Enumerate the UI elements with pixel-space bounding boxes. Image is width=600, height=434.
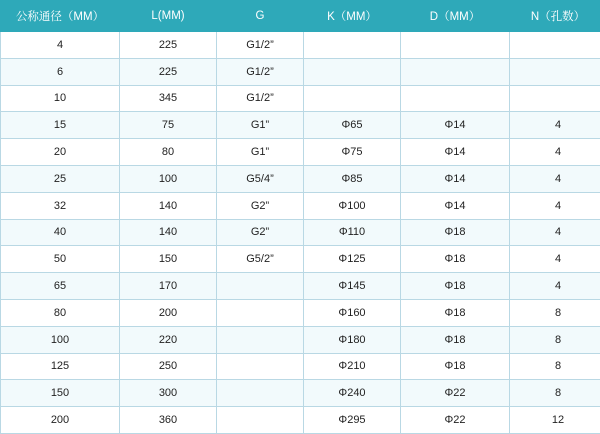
cell-l: 200 — [120, 299, 217, 326]
cell-d: Φ18 — [401, 326, 510, 353]
table-row — [1, 407, 600, 434]
table-row — [1, 380, 600, 407]
cell-k: Φ240 — [304, 380, 401, 407]
cell-l: 100 — [120, 165, 217, 192]
cell-nominal-diameter: 10 — [1, 85, 120, 112]
cell-d: Φ18 — [401, 353, 510, 380]
cell-k: Φ145 — [304, 273, 401, 300]
cell-l: 225 — [120, 58, 217, 85]
cell-g: G5/4” — [217, 165, 304, 192]
cell-l: 300 — [120, 380, 217, 407]
cell-k: Φ125 — [304, 246, 401, 273]
cell-n — [510, 58, 600, 85]
cell-nominal-diameter: 65 — [1, 273, 120, 300]
cell-nominal-diameter: 200 — [1, 407, 120, 434]
cell-nominal-diameter: 25 — [1, 165, 120, 192]
cell-n: 8 — [510, 299, 600, 326]
cell-n: 8 — [510, 380, 600, 407]
cell-g — [217, 299, 304, 326]
cell-g: G1” — [217, 112, 304, 139]
table-row — [1, 192, 600, 219]
table-row — [1, 58, 600, 85]
cell-d — [401, 32, 510, 59]
cell-g: G2” — [217, 219, 304, 246]
cell-n: 8 — [510, 326, 600, 353]
column-header-d: D（MM） — [401, 1, 510, 32]
cell-l: 140 — [120, 192, 217, 219]
cell-l: 170 — [120, 273, 217, 300]
cell-g: G1” — [217, 139, 304, 166]
cell-d: Φ14 — [401, 165, 510, 192]
cell-n — [510, 32, 600, 59]
cell-k: Φ180 — [304, 326, 401, 353]
table-row — [1, 219, 600, 246]
cell-l: 345 — [120, 85, 217, 112]
cell-n: 4 — [510, 165, 600, 192]
table-row — [1, 273, 600, 300]
cell-nominal-diameter: 50 — [1, 246, 120, 273]
cell-d — [401, 85, 510, 112]
cell-nominal-diameter: 32 — [1, 192, 120, 219]
table-row — [1, 326, 600, 353]
column-header-nominal-diameter: 公称通径（MM） — [1, 1, 120, 32]
table-header-row — [1, 1, 600, 32]
cell-l: 140 — [120, 219, 217, 246]
table-row — [1, 112, 600, 139]
cell-nominal-diameter: 150 — [1, 380, 120, 407]
table-row — [1, 139, 600, 166]
cell-d: Φ14 — [401, 112, 510, 139]
cell-nominal-diameter: 15 — [1, 112, 120, 139]
cell-g: G1/2” — [217, 58, 304, 85]
cell-k — [304, 85, 401, 112]
cell-k: Φ100 — [304, 192, 401, 219]
table-row — [1, 165, 600, 192]
cell-nominal-diameter: 40 — [1, 219, 120, 246]
cell-nominal-diameter: 4 — [1, 32, 120, 59]
table-row — [1, 85, 600, 112]
column-header-g: G — [217, 1, 304, 32]
column-header-k: K（MM） — [304, 1, 401, 32]
cell-g: G2” — [217, 192, 304, 219]
cell-l: 250 — [120, 353, 217, 380]
cell-d: Φ14 — [401, 192, 510, 219]
cell-k: Φ295 — [304, 407, 401, 434]
cell-n: 12 — [510, 407, 600, 434]
column-header-n: N（孔数） — [510, 1, 600, 32]
cell-d — [401, 58, 510, 85]
table-row — [1, 353, 600, 380]
cell-l: 80 — [120, 139, 217, 166]
cell-l: 220 — [120, 326, 217, 353]
cell-nominal-diameter: 6 — [1, 58, 120, 85]
cell-d: Φ18 — [401, 273, 510, 300]
cell-l: 75 — [120, 112, 217, 139]
cell-n: 4 — [510, 139, 600, 166]
table-row — [1, 299, 600, 326]
cell-k: Φ75 — [304, 139, 401, 166]
cell-g — [217, 380, 304, 407]
cell-k: Φ65 — [304, 112, 401, 139]
cell-nominal-diameter: 20 — [1, 139, 120, 166]
cell-l: 225 — [120, 32, 217, 59]
cell-l: 360 — [120, 407, 217, 434]
cell-k: Φ160 — [304, 299, 401, 326]
cell-k: Φ85 — [304, 165, 401, 192]
table-header — [1, 1, 600, 32]
cell-n: 4 — [510, 273, 600, 300]
cell-n: 4 — [510, 219, 600, 246]
cell-g — [217, 273, 304, 300]
table-row — [1, 32, 600, 59]
cell-nominal-diameter: 100 — [1, 326, 120, 353]
cell-d: Φ14 — [401, 139, 510, 166]
cell-g: G1/2” — [217, 85, 304, 112]
cell-n: 4 — [510, 246, 600, 273]
cell-k — [304, 58, 401, 85]
table-body — [1, 32, 600, 434]
table-row — [1, 246, 600, 273]
cell-g — [217, 326, 304, 353]
cell-g: G1/2” — [217, 32, 304, 59]
cell-k: Φ110 — [304, 219, 401, 246]
cell-nominal-diameter: 80 — [1, 299, 120, 326]
cell-d: Φ18 — [401, 219, 510, 246]
cell-g: G5/2” — [217, 246, 304, 273]
cell-nominal-diameter: 125 — [1, 353, 120, 380]
cell-n: 4 — [510, 112, 600, 139]
cell-n: 8 — [510, 353, 600, 380]
cell-d: Φ22 — [401, 380, 510, 407]
cell-k: Φ210 — [304, 353, 401, 380]
cell-l: 150 — [120, 246, 217, 273]
cell-g — [217, 353, 304, 380]
cell-d: Φ22 — [401, 407, 510, 434]
cell-d: Φ18 — [401, 299, 510, 326]
cell-d: Φ18 — [401, 246, 510, 273]
column-header-l: L(MM) — [120, 1, 217, 32]
cell-g — [217, 407, 304, 434]
cell-k — [304, 32, 401, 59]
cell-n: 4 — [510, 192, 600, 219]
cell-n — [510, 85, 600, 112]
